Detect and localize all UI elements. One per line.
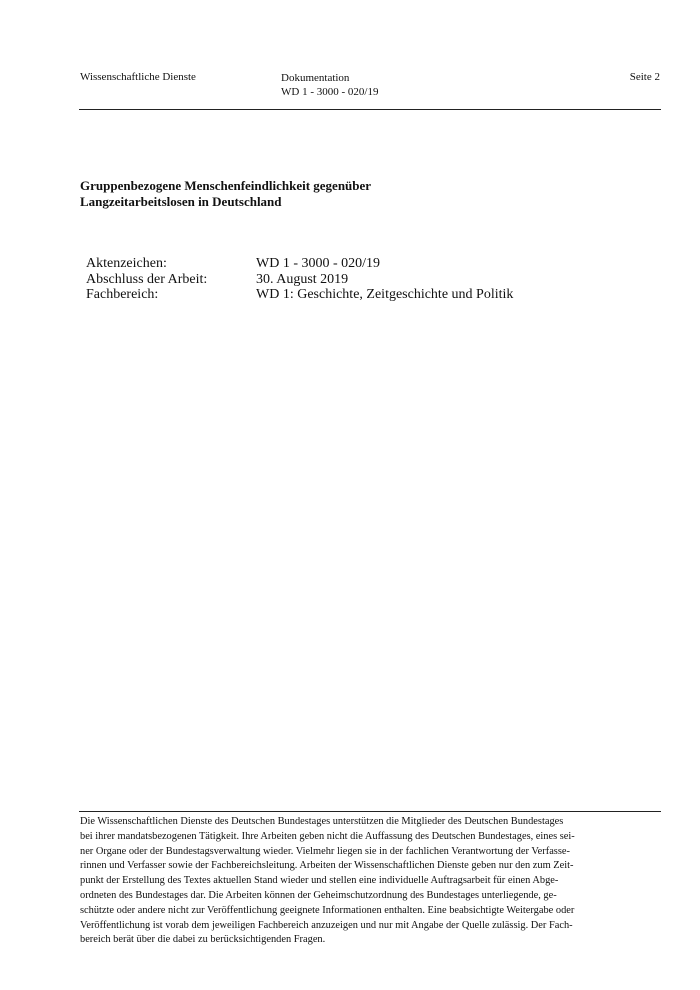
disclaimer-line: ordneten des Bundestages dar. Die Arbeiten können der Geheimschutzordnung des Bundestages unterliegende, ge- <box>80 889 557 901</box>
meta-row-aktenzeichen <box>86 256 513 272</box>
header-doc-type: Dokumentation <box>281 72 350 84</box>
footer-divider <box>79 811 661 812</box>
disclaimer-line: Die Wissenschaftlichen Dienste des Deutschen Bundestages unterstützen die Mitglieder des Deutschen Bundestages <box>80 816 564 827</box>
disclaimer-line: Veröffentlichung ist vorab dem jeweiligen Fachbereich anzuzeigen und nur mit Angabe der Quelle zulässig. Der Fach- <box>80 919 573 931</box>
disclaimer-line: rinnen und Verfasser sowie der Fachbereichsleitung. Arbeiten der Wissenschaftlichen Dienste geben nur den zum Zeit- <box>80 860 574 872</box>
header-doc-info <box>281 71 378 99</box>
meta-value: 30. August 2019 <box>256 271 349 287</box>
document-title-line-1: Gruppenbezogene Menschenfeindlichkeit gegenüber <box>80 178 372 193</box>
meta-label: Fachbereich: <box>86 287 159 302</box>
meta-label: Aktenzeichen: <box>86 256 167 271</box>
disclaimer-line: bei ihrer mandatsbezogenen Tätigkeit. Ihre Arbeiten geben nicht die Auffassung des Deutschen Bundestages, eines sei- <box>80 830 575 842</box>
disclaimer-line: ner Organe oder der Bundestagsverwaltung wieder. Vielmehr liegen sie in der fachlichen Verantwortung der Verfasse- <box>80 845 570 857</box>
document-title-line-2: Langzeitarbeitslosen in Deutschland <box>80 194 282 209</box>
header-divider <box>79 109 661 110</box>
header-org: Wissenschaftliche Dienste <box>80 71 196 83</box>
disclaimer <box>80 815 662 948</box>
disclaimer-line: schützte oder andere nicht zur Veröffentlichung geeignete Informationen enthalten. Eine beabsichtigte Weitergabe oder <box>80 904 575 916</box>
meta-row-abschluss <box>86 272 513 288</box>
disclaimer-line: punkt der Erstellung des Textes aktuellen Stand wieder und stellen eine individuelle Auftragsarbeit für einen Abge- <box>80 875 559 887</box>
meta-row-fachbereich <box>86 287 513 303</box>
meta-value: WD 1: Geschichte, Zeitgeschichte und Politik <box>256 287 514 302</box>
disclaimer-line: bereich berät über die dabei zu berücksichtigenden Fragen. <box>80 934 326 946</box>
meta-value: WD 1 - 3000 - 020/19 <box>256 256 381 271</box>
document-title <box>80 178 640 210</box>
page-number: Seite 2 <box>629 71 660 83</box>
header-doc-number: WD 1 - 3000 - 020/19 <box>281 86 379 98</box>
document-metadata <box>86 256 513 303</box>
meta-label: Abschluss der Arbeit: <box>86 271 208 287</box>
